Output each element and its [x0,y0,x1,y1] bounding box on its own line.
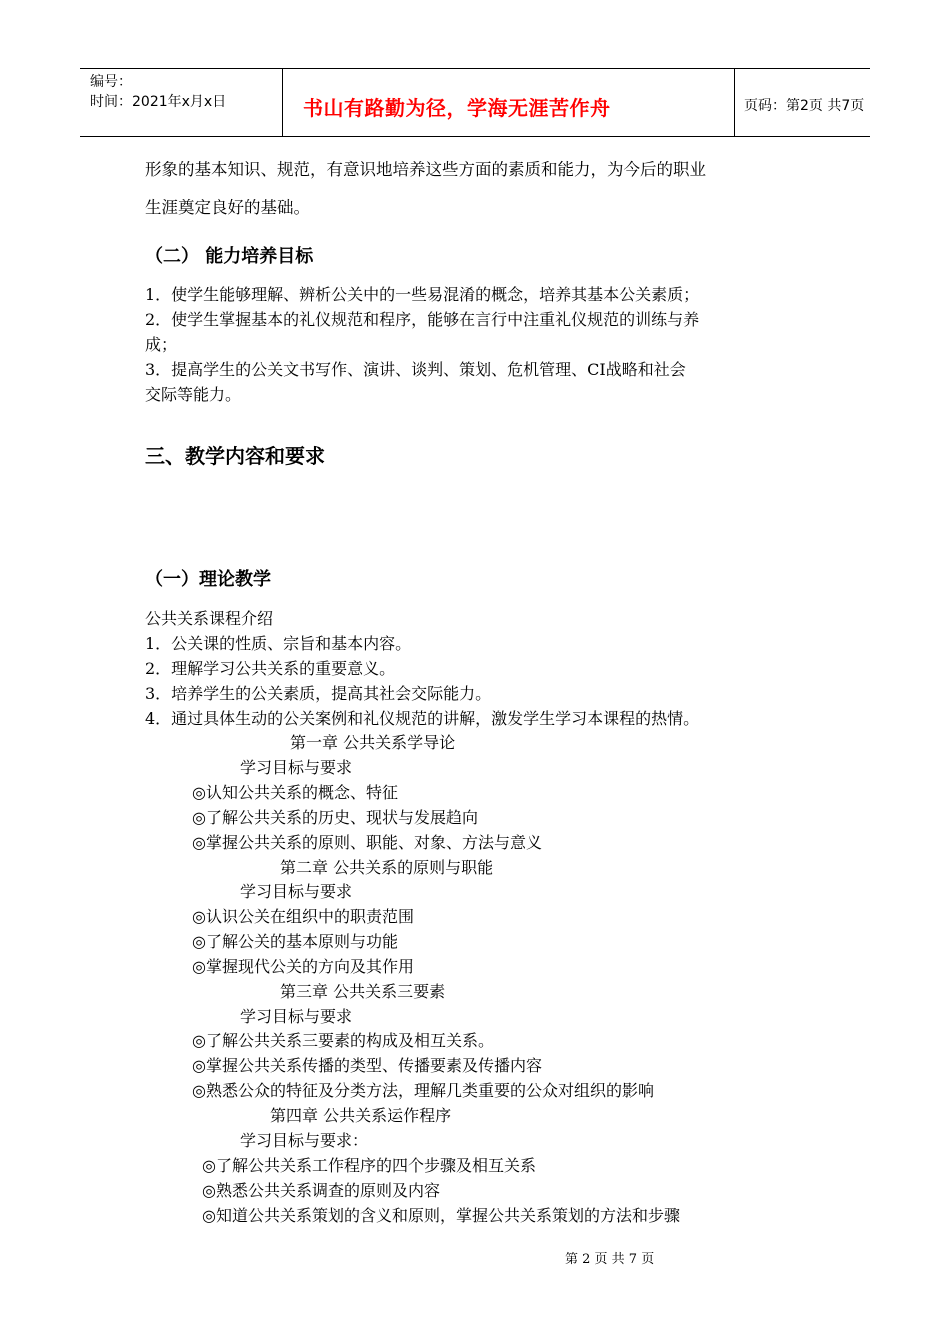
ability-item-2-cont: 成； [145,335,178,354]
intro-title: 公共关系课程介绍 [145,609,274,628]
intro-item-2: 2．理解学习公共关系的重要意义。 [145,659,396,678]
chapter-2-goal: 学习目标与要求 [240,882,353,901]
chapter-1-item: ◎认知公共关系的概念、特征 [192,783,398,802]
header-motto-cell [283,69,735,136]
page-header [80,68,870,137]
section-heading-ability: （二） 能力培养目标 [145,246,314,267]
header-page-info: 页码：第2页 共7页 [744,98,865,114]
intro-item-4: 4．通过具体生动的公关案例和礼仪规范的讲解，激发学生学习本课程的热情。 [145,709,700,728]
ability-item-3: 3．提高学生的公关文书写作、演讲、谈判、策划、危机管理、CI战略和社会 [145,360,686,379]
chapter-4-goal: 学习目标与要求： [240,1131,369,1150]
header-meta-cell [80,69,283,136]
chapter-3-title: 第三章 公共关系三要素 [280,982,446,1001]
chapter-4-title: 第四章 公共关系运作程序 [270,1106,452,1125]
chapter-3-item: ◎熟悉公众的特征及分类方法，理解几类重要的公众对组织的影响 [192,1081,654,1100]
chapter-4-item: ◎熟悉公共关系调查的原则及内容 [202,1181,440,1200]
chapter-3-item: ◎了解公共关系三要素的构成及相互关系。 [192,1031,494,1050]
header-motto: 书山有路勤为径，学海无涯苦作舟 [303,96,611,120]
paragraph-line: 生涯奠定良好的基础。 [145,198,310,217]
chapter-2-item: ◎掌握现代公关的方向及其作用 [192,957,414,976]
chapter-3-item: ◎掌握公共关系传播的类型、传播要素及传播内容 [192,1056,542,1075]
header-time-label: 时间：2021年x月x日 [90,94,227,110]
chapter-3-goal: 学习目标与要求 [240,1007,353,1026]
intro-item-3: 3．培养学生的公关素质，提高其社会交际能力。 [145,684,492,703]
chapter-1-title: 第一章 公共关系学导论 [290,733,456,752]
intro-item-1: 1．公关课的性质、宗旨和基本内容。 [145,634,412,653]
paragraph-line: 形象的基本知识、规范，有意识地培养这些方面的素质和能力，为今后的职业 [145,160,706,179]
chapter-1-goal: 学习目标与要求 [240,758,353,777]
section-heading-theory: （一）理论教学 [145,569,271,590]
chapter-2-item: ◎认识公关在组织中的职责范围 [192,907,414,926]
header-number-label: 编号： [90,74,132,90]
ability-item-1: 1．使学生能够理解、辨析公关中的一些易混淆的概念，培养其基本公关素质； [145,285,700,304]
chapter-1-item: ◎了解公共关系的历史、现状与发展趋向 [192,808,478,827]
header-page-cell [735,69,870,136]
ability-item-2: 2．使学生掌握基本的礼仪规范和程序，能够在言行中注重礼仪规范的训练与养 [145,310,700,329]
chapter-1-item: ◎掌握公共关系的原则、职能、对象、方法与意义 [192,833,542,852]
chapter-4-item: ◎了解公共关系工作程序的四个步骤及相互关系 [202,1156,536,1175]
chapter-2-item: ◎了解公关的基本原则与功能 [192,932,398,951]
chapter-2-title: 第二章 公共关系的原则与职能 [280,858,494,877]
chapter-4-item: ◎知道公共关系策划的含义和原则，掌握公共关系策划的方法和步骤 [202,1206,680,1225]
ability-item-3-cont: 交际等能力。 [145,385,242,404]
section-heading-teaching-content: 三、教学内容和要求 [145,444,325,468]
page-footer: 第 2 页 共 7 页 [565,1252,655,1267]
